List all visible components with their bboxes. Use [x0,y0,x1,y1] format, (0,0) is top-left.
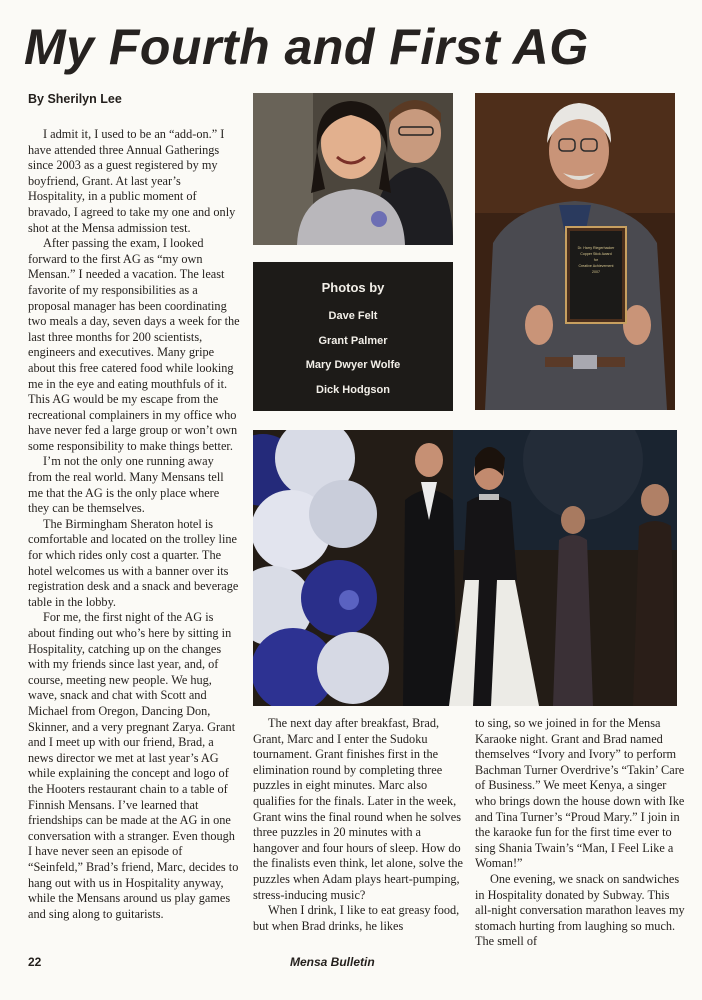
photo-credit-name: Mary Dwyer Wolfe [305,359,401,371]
paragraph: I admit it, I used to be an “add-on.” I have attended three Annual Gatherings since 2003 as a guest registered by my boyfriend, Grant. At last year’s Hospitality, in a public moment of bravado, I agreed to take my one and only shot at the Mensa admission test. [28,127,236,235]
paragraph: to sing, so we joined in for the Mensa Karaoke night. Grant and Brad named themselves “Ivory and Ivory” to perform Bachman Turner Overdrive’s “Takin’ Care of Business.” We meet Kenya, a singer who brings down the house down with Ike and Tina Turner’s “Proud Mary.” I join in the karaoke fun for the first time ever to sing Shania Twain’s “Man, I Feel Like a Woman!” [475,716,685,871]
plaque-text: 2007 [592,270,600,274]
plaque-text: Dr. Harry Riegerhacker [577,246,615,250]
paragraph: The next day after breakfast, Brad, Grant, Marc and I enter the Sudoku tournament. Grant finishes first in the elimination round by completing three puzzles in eight minutes. Marc also qualifies for the finals. Later in the week, Grant wins the final round when he solves three puzzles in 20 minutes with a hangover and four hours of sleep. How do the finalists even think, let alone, solve the puzzles when Adam plays heart-pumping, stress-inducing music? [253,716,464,902]
photo-credit-name: Dave Felt [328,310,378,322]
paragraph: When I drink, I like to eat greasy food, but when Brad drinks, he likes [253,903,460,933]
article-title: My Fourth and First AG [24,19,589,75]
award-plaque [565,226,627,324]
page-number: 22 [28,955,42,969]
photo-couple [253,93,453,245]
paragraph: The Birmingham Sheraton hotel is comfortable and located on the trolley line for which rides only cost a quarter. The hotel welcomes us with a banner over its registration desk and a snack and beverage table in the lobby. [28,516,239,609]
publication-name: Mensa Bulletin [290,955,375,969]
paragraph: After passing the exam, I looked forward to the first AG as “my own Mensan.” I needed a vacation. The least favorite of my responsibilities as a proposal manager has been coordinating two meals a day, seven days a week for the last three months for 200 scientists, engineers and executives. Many gripe about this free catered food while looking me in the eye and eating mouthfuls of it. This AG would be my escape from the recreational complainers in my office who have never fed a large group or won’t own some responsibility to make things better. [28,236,240,453]
plaque-text: Creative Achievement [578,264,614,268]
photo-award-recipient [475,93,675,410]
paragraph: I’m not the only one running away from the real world. Many Mensans tell me that the AG is the only place where they can be themselves. [28,454,224,516]
text-column-1 [28,127,240,922]
photo-credits-heading: Photos by [321,280,385,295]
paragraph: For me, the first night of the AG is about finding out who’s here by sitting in Hospitality, catching up on the changes with my friends since last year, and, of course, meeting new people. We hug, wave, snack and chat with Scott and Michael from Oregon, Dancing Don, Skinner, and a very pregnant Zarya. Grant and I meet up with our friend, Brad, a news director we met at last year’s AG while explaining the concept and logo of the Hooters restaurant chain to a table of Finnish Mensans. I’ve learned that friendships can be made at the AG in one conversation with a stranger. Even though I have never seen an episode of “Seinfeld,” Brad’s friend, Marc, decides to hang out with us in Hospitality anyway, while the Mensans around us play games and sing along to guitarists. [28,610,239,921]
photo-credit-name: Grant Palmer [318,334,388,347]
byline: By Sherilyn Lee [28,92,122,106]
plaque-text: Copper Stick Award [580,252,612,256]
text-column-2 [253,716,465,934]
plaque-text: for [593,258,599,262]
text-column-3 [475,716,685,950]
photo-credit-name: Dick Hodgson [316,383,390,396]
photo-dancing [253,430,677,706]
paragraph: One evening, we snack on sandwiches in Hospitality donated by Subway. This all-night conversation marathon leaves my stomach hurting from laughing so much. The smell of [475,871,685,949]
photo-credits [253,262,453,411]
